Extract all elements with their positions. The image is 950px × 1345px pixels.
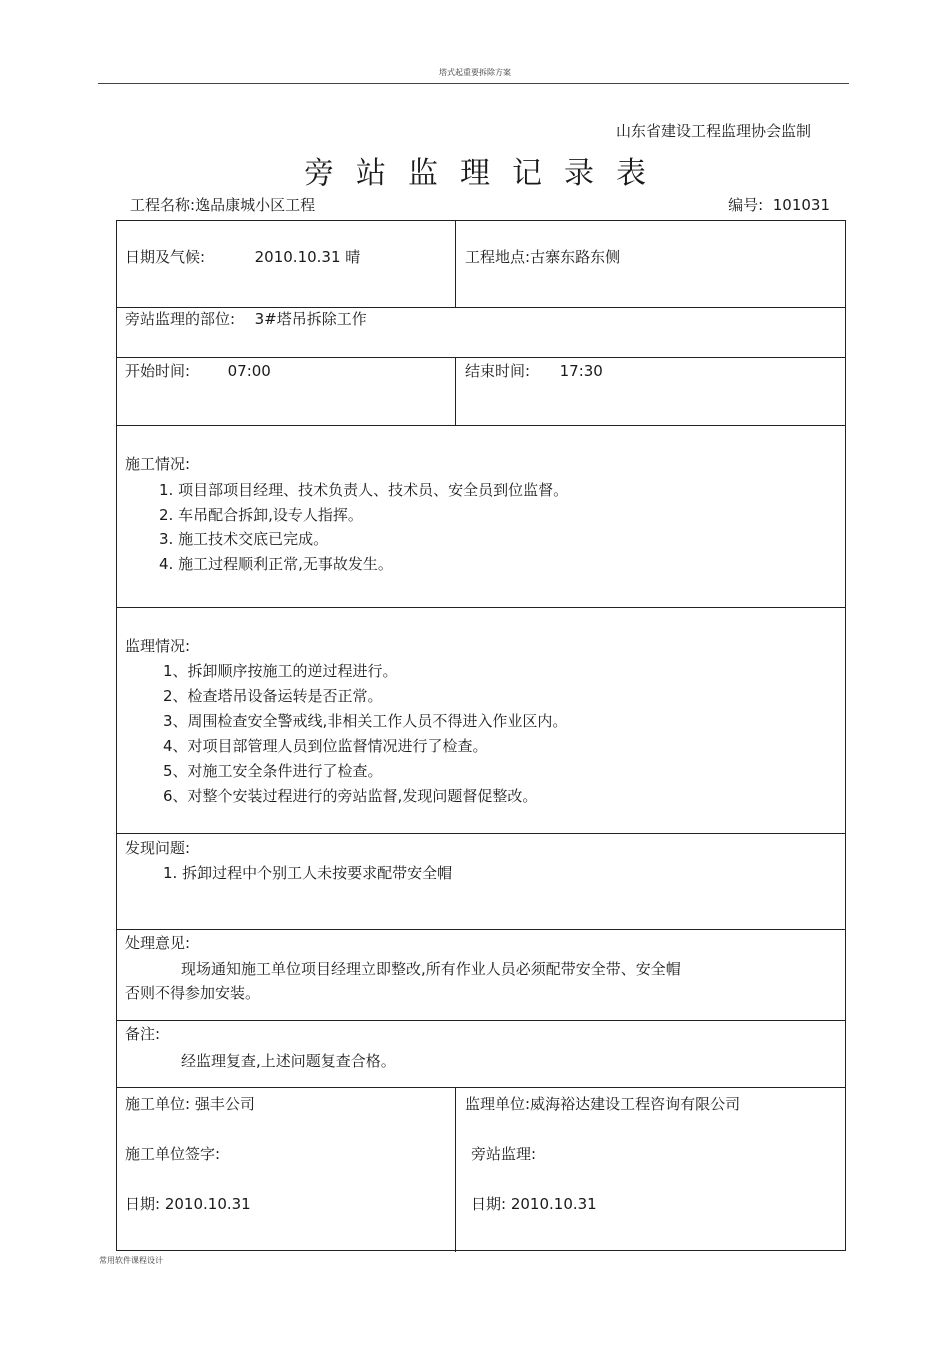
remarks-label: 备注: [125, 1025, 161, 1043]
construction-label: 施工情况: [125, 455, 191, 473]
supervisor-date-label: 日期: [471, 1195, 507, 1213]
construction-item: 1. 项目部项目经理、技术负责人、技术员、安全员到位监督。 [159, 481, 569, 499]
supervision-label: 监理情况: [125, 637, 191, 655]
contractor-date-label: 日期: [125, 1195, 161, 1213]
location-cell [465, 246, 620, 267]
supervisor-signature-label: 旁站监理: [471, 1145, 537, 1163]
supervisor-unit-label: 监理单位: [465, 1095, 531, 1113]
supervision-item: 2、检查塔吊设备运转是否正常。 [163, 687, 383, 705]
row-divider [117, 929, 845, 930]
handling-label: 处理意见: [125, 934, 191, 952]
start-time-cell [125, 360, 271, 381]
supervised-part-value: 3#塔吊拆除工作 [254, 310, 367, 328]
supervisor-unit-value: 威海裕达建设工程咨询有限公司 [530, 1095, 741, 1113]
start-time-value: 07:00 [227, 362, 271, 380]
supervision-item: 5、对施工安全条件进行了检查。 [163, 762, 383, 780]
row-divider [117, 425, 845, 426]
issues-item: 1. 拆卸过程中个别工人未按要求配带安全帽 [163, 864, 453, 882]
end-time-label: 结束时间: [465, 362, 531, 380]
contractor-unit-value: 强丰公司 [194, 1095, 255, 1113]
start-time-label: 开始时间: [125, 362, 191, 380]
date-weather-value: 2010.10.31 晴 [254, 248, 361, 266]
supervision-item: 1、拆卸顺序按施工的逆过程进行。 [163, 662, 398, 680]
contractor-signature-label: 施工单位签字: [125, 1145, 221, 1163]
row-divider [117, 833, 845, 834]
header-rule [98, 83, 849, 84]
project-name-value: 逸品康城小区工程 [195, 196, 316, 214]
construction-item: 2. 车吊配合拆卸,设专人指挥。 [159, 506, 363, 524]
supervised-part-label: 旁站监理的部位: [125, 310, 236, 328]
project-name [130, 194, 315, 215]
record-form-table [116, 220, 846, 1251]
project-name-label: 工程名称: [130, 196, 196, 214]
page-header: 塔式起重要拆除方案 [439, 68, 511, 77]
column-divider [455, 1087, 456, 1252]
page-footer: 常用软件课程设计 [99, 1256, 163, 1265]
date-weather-label: 日期及气候: [125, 248, 206, 266]
issuing-authority: 山东省建设工程监理协会监制 [615, 122, 811, 140]
end-time-value: 17:30 [559, 362, 603, 380]
supervision-item: 6、对整个安装过程进行的旁站监督,发现问题督促整改。 [163, 787, 538, 805]
contractor-unit [125, 1093, 255, 1114]
remarks-text: 经监理复查,上述问题复查合格。 [181, 1052, 396, 1070]
contractor-unit-label: 施工单位: [125, 1095, 191, 1113]
row-divider [117, 1087, 845, 1088]
form-title: 旁站监理记录表 [304, 156, 668, 191]
contractor-date-value: 2010.10.31 [164, 1195, 251, 1213]
form-number [728, 194, 830, 215]
location-value: 古寨东路东侧 [530, 248, 621, 266]
supervised-part-cell [125, 308, 367, 329]
form-number-value: 101031 [772, 196, 830, 214]
construction-item: 4. 施工过程顺利正常,无事故发生。 [159, 555, 393, 573]
handling-text-line2: 否则不得参加安装。 [125, 984, 261, 1002]
row-divider [117, 1020, 845, 1021]
end-time-cell [465, 360, 603, 381]
row-divider [117, 357, 845, 358]
contractor-date [125, 1193, 251, 1214]
column-divider [455, 221, 456, 307]
supervision-item: 4、对项目部管理人员到位监督情况进行了检查。 [163, 737, 488, 755]
row-divider [117, 607, 845, 608]
supervisor-date-value: 2010.10.31 [510, 1195, 597, 1213]
issues-label: 发现问题: [125, 839, 191, 857]
supervisor-date [471, 1193, 597, 1214]
location-label: 工程地点: [465, 248, 531, 266]
date-weather-cell [125, 246, 360, 267]
form-number-label: 编号: [728, 196, 764, 214]
column-divider [455, 357, 456, 425]
handling-text-line1: 现场通知施工单位项目经理立即整改,所有作业人员必须配带安全带、安全帽 [181, 960, 681, 978]
supervision-item: 3、周围检查安全警戒线,非相关工作人员不得进入作业区内。 [163, 712, 568, 730]
supervisor-unit [465, 1093, 740, 1114]
construction-item: 3. 施工技术交底已完成。 [159, 530, 329, 548]
